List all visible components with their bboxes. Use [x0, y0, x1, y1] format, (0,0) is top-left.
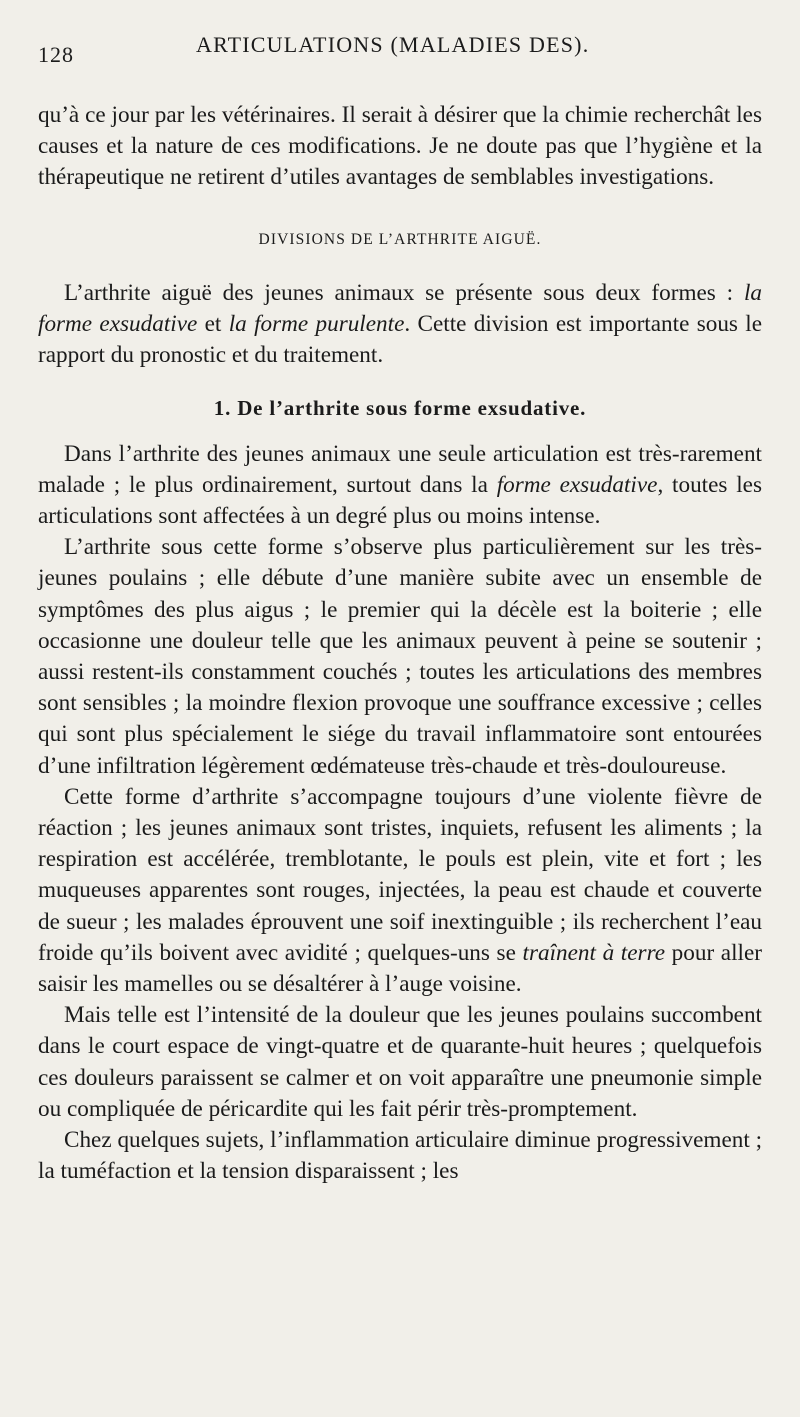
division-text-after: . Cette division est importante sous le rapport du pronostic et du traitement.	[38, 311, 763, 369]
exudative-paragraph-4: Mais telle est l’intensité de la douleur que les jeunes poulains succombent dans le court espace de vingt-quatre et de quarante-huit heures ; quelquefois ces douleurs paraissent se calmer et on voit apparaître une pneumonie simple ou compliquée de péricardite qui les fait périr très-promptement.	[38, 1002, 762, 1122]
division-text-before: L’arthrite aiguë des jeunes animaux se présente sous deux formes :	[64, 279, 744, 306]
section-heading: DIVISIONS DE L’ARTHRITE AIGUË.	[258, 230, 542, 248]
exudative-paragraph-2: L’arthrite sous cette forme s’observe plus particulièrement sur les très-jeunes poulains ; elle débute d’une manière subite avec un ensemble de symptômes des plus aigus ; le premier qui la décèle est la boiterie ; elle occasionne une douleur telle que les animaux peuvent à peine se soutenir ; aussi restent-ils constamment couchés ; toutes les articulations des membres sont sensibles ; la moindre flexion provoque une souffrance excessive ; celles qui sont plus spécialement le siége du travail inflammatoire sont entourées d’une infiltration légèrement œdémateuse très-chaude et très-douloureuse.	[38, 534, 762, 779]
exudative-form-term: la forme exsudative	[38, 279, 762, 338]
division-paragraph	[38, 278, 762, 372]
paragraph-text-before: Cette forme d’arthrite s’accompagne toujours d’une violente fièvre de réaction ; les jeunes animaux sont tristes, inquiets, refusent les aliments ; la respiration est accélérée, tremblotante, le pouls est plein, vite et fort ; les muqueuses apparentes sont rouges, injectées, la peau est chaude et couverte de sueur ; les malades éprouvent une soif inextinguible ; ils recherchent l’eau froide qu’ils boivent avec avidité ; quelques-uns se	[38, 783, 762, 966]
opening-paragraph: qu’à ce jour par les vétérinaires. Il serait à désirer que la chimie recherchât les causes et la nature de ces modifications. Je ne doute pas que l’hygiène et la thérapeutique ne retirent d’utiles avantages de semblables investigations.	[38, 102, 762, 191]
division-text-middle: et	[197, 311, 229, 338]
exudative-paragraph-1	[38, 439, 762, 533]
running-head	[38, 28, 762, 66]
subsection-heading: 1. De l’arthrite sous forme exsudative.	[213, 396, 587, 421]
page-text	[38, 100, 762, 1188]
paragraph-text-before: Dans l’arthrite des jeunes animaux une seule articulation est très-rarement malade ; le plus ordinairement, surtout dans la	[38, 440, 762, 498]
emphasized-term: forme exsudative	[496, 471, 658, 498]
paragraph-text-after: , toutes les articulations sont affectées à un degré plus ou moins intense.	[38, 471, 762, 530]
exudative-paragraph-5: Chez quelques sujets, l’inflammation articulaire diminue progressivement ; la tuméfaction et la tension disparaissent ; les	[38, 1127, 763, 1185]
emphasized-phrase: traînent à terre	[522, 939, 666, 966]
purulent-form-term: la forme purulente	[228, 311, 405, 338]
exudative-paragraph-3	[38, 782, 762, 1000]
page-number: 128	[38, 42, 74, 67]
running-title: ARTICULATIONS (MALADIES DES).	[196, 32, 590, 57]
paragraph-text-after: pour aller saisir les mamelles ou se désaltérer à l’auge voisine.	[38, 939, 762, 998]
